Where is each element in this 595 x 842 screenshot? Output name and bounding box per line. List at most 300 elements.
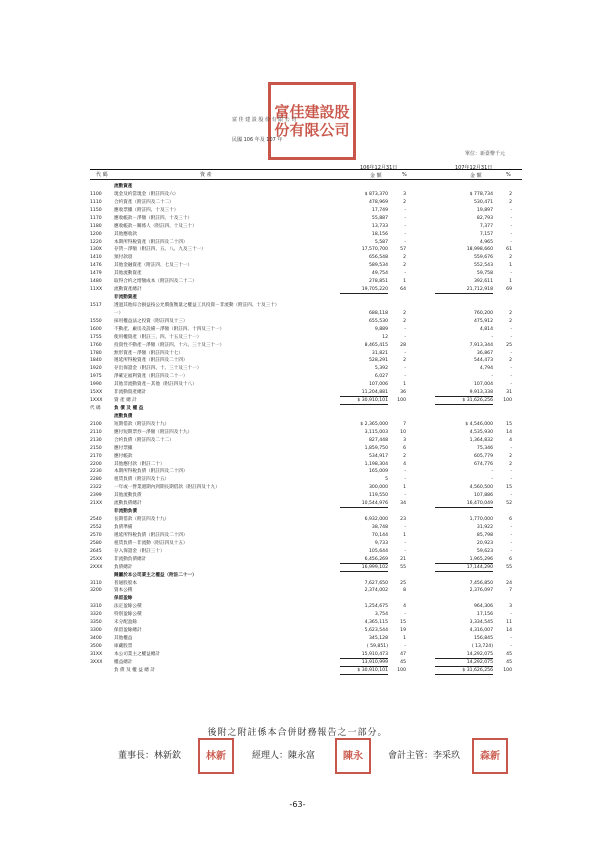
row-pct-107: -	[510, 239, 512, 245]
row-pct-106: 19	[400, 628, 406, 634]
table-row	[90, 270, 522, 277]
row-amount-106: $ 30,910,101	[340, 397, 388, 405]
table-row	[90, 437, 522, 444]
row-amount-107: 14,292,075	[435, 651, 493, 659]
row-code: 1XXX	[90, 398, 103, 404]
row-pct-107: -	[510, 382, 512, 388]
row-pct-107: 2	[509, 461, 512, 467]
row-amount-107: -	[491, 477, 493, 483]
row-amount-106: 70,144	[371, 532, 388, 538]
row-pct-107: 25	[506, 342, 512, 348]
table-row	[90, 635, 522, 642]
row-pct-107: -	[510, 540, 512, 546]
row-pct-106: 3	[403, 191, 406, 197]
row-amount-106: 6,456,269	[340, 556, 388, 564]
table-row	[90, 595, 522, 602]
row-pct-107: -	[510, 532, 512, 538]
row-amount-107: 674,776	[474, 461, 493, 467]
table-row	[90, 468, 522, 475]
row-pct-106: 100	[397, 398, 406, 404]
row-code: 1479	[90, 271, 102, 277]
row-item: 負 債 及 權 益	[114, 406, 144, 412]
table-row	[90, 548, 522, 555]
row-amount-107: 156,845	[474, 636, 493, 641]
row-amount-107: 4,535,930	[469, 429, 493, 435]
row-code: 1755	[90, 334, 102, 340]
table-row	[90, 231, 522, 238]
row-item: 存入保證金（附註三十）	[114, 548, 165, 554]
row-amount-107: 4,794	[479, 366, 493, 372]
row-amount-106: 11,204,881	[340, 389, 388, 397]
row-item: 存貨－淨額（附註四、五、八、九及三十一）	[114, 247, 206, 253]
manager-seal-text: 陳永	[343, 750, 363, 762]
row-pct-107: 2	[509, 358, 512, 364]
currency-unit: 單位：新臺幣千元	[465, 151, 506, 157]
row-amount-107: 552,543	[474, 263, 493, 269]
table-row	[90, 453, 522, 460]
row-code: 1780	[90, 350, 102, 356]
row-pct-106: 2	[403, 263, 406, 269]
row-item: 合約負債（附註四及二十二）	[114, 437, 174, 443]
table-row	[90, 603, 522, 610]
row-item: 權益總計	[114, 659, 133, 665]
row-code: 1410	[90, 255, 102, 261]
column-assets-header: 資 產	[200, 172, 212, 178]
row-amount-107: 19,897	[476, 207, 493, 213]
row-code: 1600	[90, 326, 102, 332]
row-item: 其他應付款（附註二十）	[114, 461, 165, 467]
row-item: 未分配盈餘	[114, 620, 137, 626]
row-amount-107: 7,157	[479, 231, 493, 237]
column-period1-header: 106年12月31日	[360, 165, 398, 171]
row-amount-106: $ 2,365,000	[360, 421, 388, 427]
row-amount-106: 107,006	[369, 382, 388, 388]
row-pct-107: 31	[506, 390, 512, 396]
row-pct-106: -	[404, 334, 406, 340]
row-amount-107: 14,292,075	[435, 659, 493, 667]
row-amount-107: 7,456,850	[469, 580, 493, 586]
row-item: 遞延所得稅負債（附註四及二十四）	[114, 532, 188, 538]
row-item: 法定盈餘公積	[114, 604, 142, 610]
row-item: 取得合約之增額成本（附註四及二十二）	[114, 279, 197, 285]
row-pct-106: -	[404, 477, 406, 483]
row-code: 2552	[90, 524, 102, 530]
row-amount-106: 16,999,102	[340, 564, 388, 572]
row-amount-107: 1,770,000	[469, 517, 493, 523]
chairman-signature: 董事長：林新欽	[118, 751, 182, 761]
row-amount-107: 1,965,296	[435, 556, 493, 564]
chairman-seal-text: 林新	[206, 750, 226, 762]
row-item: 使用權資產（附註三、四、十五及三十一）	[114, 334, 202, 340]
row-amount-107: 59,623	[476, 548, 493, 554]
row-pct-107: -	[510, 334, 512, 340]
row-amount-106: 1,859,750	[364, 445, 388, 451]
row-code: 2110	[90, 429, 102, 435]
row-code: 1180	[90, 223, 102, 229]
table-row	[90, 278, 522, 285]
row-item: 流動負債總計	[114, 501, 142, 507]
table-row	[90, 587, 522, 594]
row-code: 1920	[90, 366, 102, 372]
row-item: 庫藏股票	[114, 643, 133, 649]
row-pct-106: 2	[403, 318, 406, 324]
row-item: 本公司業主之權益總計	[114, 651, 160, 657]
row-pct-107: 11	[506, 620, 512, 626]
row-pct-107: -	[510, 326, 512, 332]
row-pct-106: 2	[403, 358, 406, 364]
row-code: 3200	[90, 588, 102, 594]
row-item: 其他非流動資產－其他（附註四及十八）	[114, 382, 197, 388]
table-row	[90, 294, 522, 301]
row-pct-107: -	[510, 223, 512, 229]
row-amount-106: 656,548	[369, 255, 388, 261]
row-item: 租賃負債（附註四及十五）	[114, 477, 170, 483]
row-amount-107: 544,473	[474, 358, 493, 364]
row-pct-106: -	[404, 366, 406, 372]
row-item: 現金及約當現金（附註四及六）	[114, 191, 179, 197]
row-pct-106: 1	[403, 279, 406, 285]
column-pct2-header: %	[506, 172, 511, 178]
table-row	[90, 397, 522, 404]
row-amount-106: 688,118	[369, 310, 388, 316]
row-pct-106: 36	[400, 390, 406, 396]
row-amount-107: 7,377	[479, 223, 493, 229]
table-row	[90, 540, 522, 547]
row-item: 非流動資產總計	[114, 390, 147, 396]
table-row	[90, 564, 522, 571]
row-amount-107: 1,364,832	[469, 437, 493, 443]
row-pct-106: -	[404, 643, 406, 649]
row-pct-106: -	[404, 207, 406, 213]
row-amount-106: 300,000	[369, 485, 388, 491]
row-amount-107: 17,144,290	[435, 564, 493, 572]
row-pct-106: 4	[403, 604, 406, 610]
table-row	[90, 667, 522, 674]
row-code: 130X	[90, 247, 102, 253]
row-pct-106: 55	[400, 564, 406, 570]
row-amount-107: 85,798	[476, 532, 493, 538]
row-pct-106: 28	[400, 342, 406, 348]
table-row	[90, 476, 522, 483]
accountant-signature: 會計主管：李采玖	[388, 751, 461, 761]
row-pct-106: 45	[400, 659, 406, 665]
row-amount-107: -	[491, 374, 493, 380]
row-item: 一年或一營業週期內到期長期借款（附註四及十九）	[114, 485, 220, 491]
row-code: 2580	[90, 540, 102, 546]
row-amount-106: $ 873,370	[364, 191, 388, 197]
table-row	[90, 611, 522, 618]
chairman-seal	[198, 738, 234, 774]
table-row	[90, 484, 522, 491]
row-item: 應收帳款－淨額（附註四、十及三十）	[114, 215, 193, 221]
row-amount-106: 15,910,473	[340, 651, 388, 659]
row-pct-107: -	[510, 612, 512, 618]
row-amount-107: 107,886	[474, 493, 493, 499]
row-code: 代 碼	[90, 406, 101, 412]
row-code: 2XXX	[90, 564, 103, 570]
row-pct-106: 1	[403, 636, 406, 641]
row-item: 應收票據（附註四、十及三十）	[114, 207, 179, 213]
row-amount-107: 18,998,660	[466, 247, 493, 253]
row-item: 流動資產總計	[114, 287, 142, 293]
table-row	[90, 413, 522, 420]
table-row	[90, 342, 522, 349]
row-amount-107: -	[491, 469, 493, 475]
row-item: 本期所得稅負債（附註四及二十四）	[114, 469, 188, 475]
table-row	[90, 183, 522, 190]
row-item: 負債準備	[114, 524, 133, 530]
table-row	[90, 508, 522, 515]
row-amount-106: 6,932,000	[364, 517, 388, 523]
row-amount-106: 2,374,002	[364, 588, 388, 594]
table-row	[90, 302, 522, 309]
row-amount-107: $ 778,734	[469, 191, 493, 197]
row-pct-106: -	[404, 239, 406, 245]
row-pct-107: 24	[506, 580, 512, 586]
row-pct-106: -	[404, 469, 406, 475]
row-pct-107: 45	[506, 659, 512, 665]
row-amount-106: 38,748	[371, 524, 388, 530]
row-amount-106: 8,465,415	[364, 342, 388, 348]
column-amount1-header: 金 額	[370, 173, 382, 179]
accountant-seal-text: 森新	[480, 750, 500, 762]
row-pct-106: 2	[403, 255, 406, 261]
row-pct-106: -	[404, 350, 406, 356]
row-pct-106: 57	[400, 247, 406, 253]
row-item: 應付票據	[114, 445, 133, 451]
table-row	[90, 334, 522, 341]
table-row	[90, 429, 522, 436]
row-code: 1100	[90, 191, 102, 197]
table-row	[90, 500, 522, 507]
row-amount-106: 49,754	[371, 271, 388, 277]
row-code: 2645	[90, 548, 102, 554]
row-amount-106: 478,969	[369, 199, 388, 205]
row-item: 非流動負債總計	[114, 556, 147, 562]
row-item: 透過其他綜合損益按公允價值衡量之權益工具投資－非流動（附註四、十及三十）	[114, 302, 280, 308]
row-pct-107: -	[510, 445, 512, 451]
row-code: 1760	[90, 342, 102, 348]
row-amount-107: 3,334,545	[469, 620, 493, 626]
table-row	[90, 651, 522, 658]
row-item: 其他流動負債	[114, 493, 142, 499]
table-row	[90, 357, 522, 364]
table-row	[90, 445, 522, 452]
row-amount-106: 5,623,544	[364, 628, 388, 634]
row-item: 租賃負債－非流動（附註四及十五）	[114, 540, 188, 546]
row-amount-107: 107,004	[474, 382, 493, 388]
table-row	[90, 381, 522, 388]
row-amount-106: 589,534	[369, 263, 388, 269]
row-pct-107: 45	[506, 651, 512, 657]
row-pct-106: -	[404, 271, 406, 277]
row-pct-107: -	[510, 477, 512, 483]
row-amount-106: $ 30,910,101	[340, 667, 388, 675]
row-item: 採用權益法之投資（附註四及十三）	[114, 318, 188, 324]
row-pct-107: -	[510, 493, 512, 499]
row-pct-106: 10	[400, 429, 406, 435]
row-pct-106: -	[404, 374, 406, 380]
row-code: 3350	[90, 620, 102, 626]
row-code: 1480	[90, 279, 102, 285]
row-pct-106: 2	[403, 453, 406, 459]
row-pct-106: 34	[400, 501, 406, 507]
row-amount-106: 9,733	[374, 540, 388, 546]
table-row	[90, 286, 522, 293]
table-row	[90, 310, 522, 317]
row-pct-107: -	[510, 366, 512, 372]
row-pct-106: 100	[397, 667, 406, 673]
table-row	[90, 580, 522, 587]
row-pct-106: 64	[400, 287, 406, 293]
row-item: 短期借款（附註四及十九）	[114, 421, 170, 427]
row-amount-106: 655,530	[369, 318, 388, 324]
row-item: 流動資產	[114, 184, 133, 189]
row-pct-106: 47	[400, 651, 406, 657]
row-amount-106: 9,889	[374, 326, 388, 332]
row-pct-106: 2	[403, 199, 406, 205]
row-item: 應收帳款－關係人（附註四、十及三十）	[114, 223, 197, 229]
row-amount-107: 760,200	[474, 310, 493, 316]
row-code: 3320	[90, 612, 102, 618]
row-pct-107: -	[510, 271, 512, 277]
row-pct-107: 52	[506, 501, 512, 507]
row-item: 負債總計	[114, 564, 133, 570]
row-item: 不動產、廠房及設備－淨額（附註四、十四及三十一）	[114, 326, 225, 332]
row-code: 2322	[90, 485, 102, 491]
table-row	[90, 405, 522, 412]
row-pct-107: 2	[509, 199, 512, 205]
row-item: 淨確定福利資產（附註四及二十一）	[114, 374, 188, 380]
row-code: 31XX	[90, 651, 103, 657]
row-item: 特別盈餘公積	[114, 612, 142, 618]
row-amount-107: 4,814	[479, 326, 493, 332]
row-amount-106: 3,754	[374, 612, 388, 618]
row-item: 應付帳款	[114, 453, 133, 459]
row-code: 3500	[90, 643, 102, 649]
table-row	[90, 461, 522, 468]
row-code: 1170	[90, 215, 102, 221]
row-amount-107: 59,758	[476, 271, 493, 277]
row-amount-106: 5	[385, 477, 388, 483]
row-amount-106: 17,570,700	[361, 247, 388, 253]
row-amount-107: 17,156	[476, 612, 493, 618]
row-amount-107: 20,923	[476, 540, 493, 546]
row-code: 11XX	[90, 287, 103, 293]
row-code: 1220	[90, 239, 102, 245]
table-row	[90, 627, 522, 634]
row-item: 其他金融資產（附註四、七及三十一）	[114, 263, 193, 269]
table-row	[90, 246, 522, 253]
column-amount2-header: 金 額	[470, 173, 482, 179]
row-pct-107: -	[510, 374, 512, 380]
row-pct-107: 61	[506, 247, 512, 253]
row-code: 1550	[90, 318, 102, 324]
row-pct-107: 100	[503, 667, 512, 673]
table-row	[90, 223, 522, 230]
row-pct-106: -	[404, 612, 406, 618]
table-row	[90, 373, 522, 380]
row-code: 15XX	[90, 390, 103, 396]
row-amount-107: 4,560,500	[469, 485, 493, 491]
row-code: 3XXX	[90, 659, 103, 665]
row-pct-106: -	[404, 548, 406, 554]
table-row	[90, 365, 522, 372]
table-row	[90, 215, 522, 222]
row-amount-107: $ 31,626,256	[435, 667, 493, 675]
row-pct-107: -	[510, 231, 512, 237]
row-amount-106: 7,627,650	[364, 580, 388, 586]
table-row	[90, 389, 522, 396]
row-amount-107: 75,346	[476, 445, 493, 451]
row-code: 2130	[90, 437, 102, 443]
row-pct-106: 25	[400, 580, 406, 586]
report-company-name: 富 佳 建 設 股 份 有 限 公 司	[232, 117, 297, 123]
header-top-rule	[90, 169, 522, 170]
row-amount-106: 827,448	[369, 437, 388, 443]
column-pct1-header: %	[402, 172, 407, 178]
row-pct-106: 2	[403, 310, 406, 316]
row-pct-107: 6	[509, 517, 512, 523]
row-item: 應付短期票券－淨額（附註四及十九）	[114, 429, 193, 435]
row-item: 預付款項	[114, 255, 133, 261]
manager-signature: 經理人：陳永富	[252, 751, 316, 761]
row-amount-106: 345,128	[369, 636, 388, 641]
row-amount-107: 21,712,918	[435, 286, 493, 294]
row-code: 3310	[90, 604, 102, 610]
row-amount-107: 9,913,338	[435, 389, 493, 397]
row-pct-106: 8	[403, 588, 406, 594]
table-row	[90, 556, 522, 563]
row-code: 2570	[90, 532, 102, 538]
row-pct-107: -	[510, 636, 512, 641]
row-amount-106: 17,749	[371, 207, 388, 213]
report-period: 民國 106 年及 107 年	[232, 137, 283, 143]
header-bottom-rule	[90, 179, 522, 180]
row-amount-107: 559,676	[474, 255, 493, 261]
row-amount-106: 3,115,003	[364, 429, 388, 435]
column-code-header: 代 碼	[96, 172, 108, 178]
row-amount-106: 6,027	[374, 374, 388, 380]
table-row	[90, 262, 522, 269]
row-pct-107: 14	[506, 429, 512, 435]
row-item: 投資性不動產－淨額（附註四、十六、三十及三十一）	[114, 342, 225, 348]
row-pct-106: -	[404, 540, 406, 546]
row-code: 1840	[90, 358, 102, 364]
row-item: 合約資產（附註四及二十二）	[114, 199, 174, 205]
table-row	[90, 572, 522, 579]
row-amount-106: 119,550	[369, 493, 388, 499]
row-code: 1110	[90, 199, 102, 205]
table-row	[90, 492, 522, 499]
row-amount-107: 7,913,344	[469, 342, 493, 348]
row-pct-107: 14	[506, 628, 512, 634]
row-item: 資本公積	[114, 588, 133, 594]
row-amount-106: 55,887	[371, 215, 388, 221]
row-amount-106: 5,587	[374, 239, 388, 245]
row-item: 非流動資產	[114, 295, 137, 301]
table-row	[90, 524, 522, 531]
row-pct-106: -	[404, 493, 406, 499]
row-item: 流動負債	[114, 413, 133, 419]
row-amount-107: ( 13,724)	[471, 643, 493, 649]
row-amount-107: -	[491, 334, 493, 340]
table-row	[90, 659, 522, 666]
row-pct-106: -	[404, 326, 406, 332]
company-seal-text: 富佳建設股份有限公司	[274, 103, 350, 139]
row-pct-107: 2	[509, 453, 512, 459]
row-amount-106: 1,198,304	[364, 461, 388, 467]
